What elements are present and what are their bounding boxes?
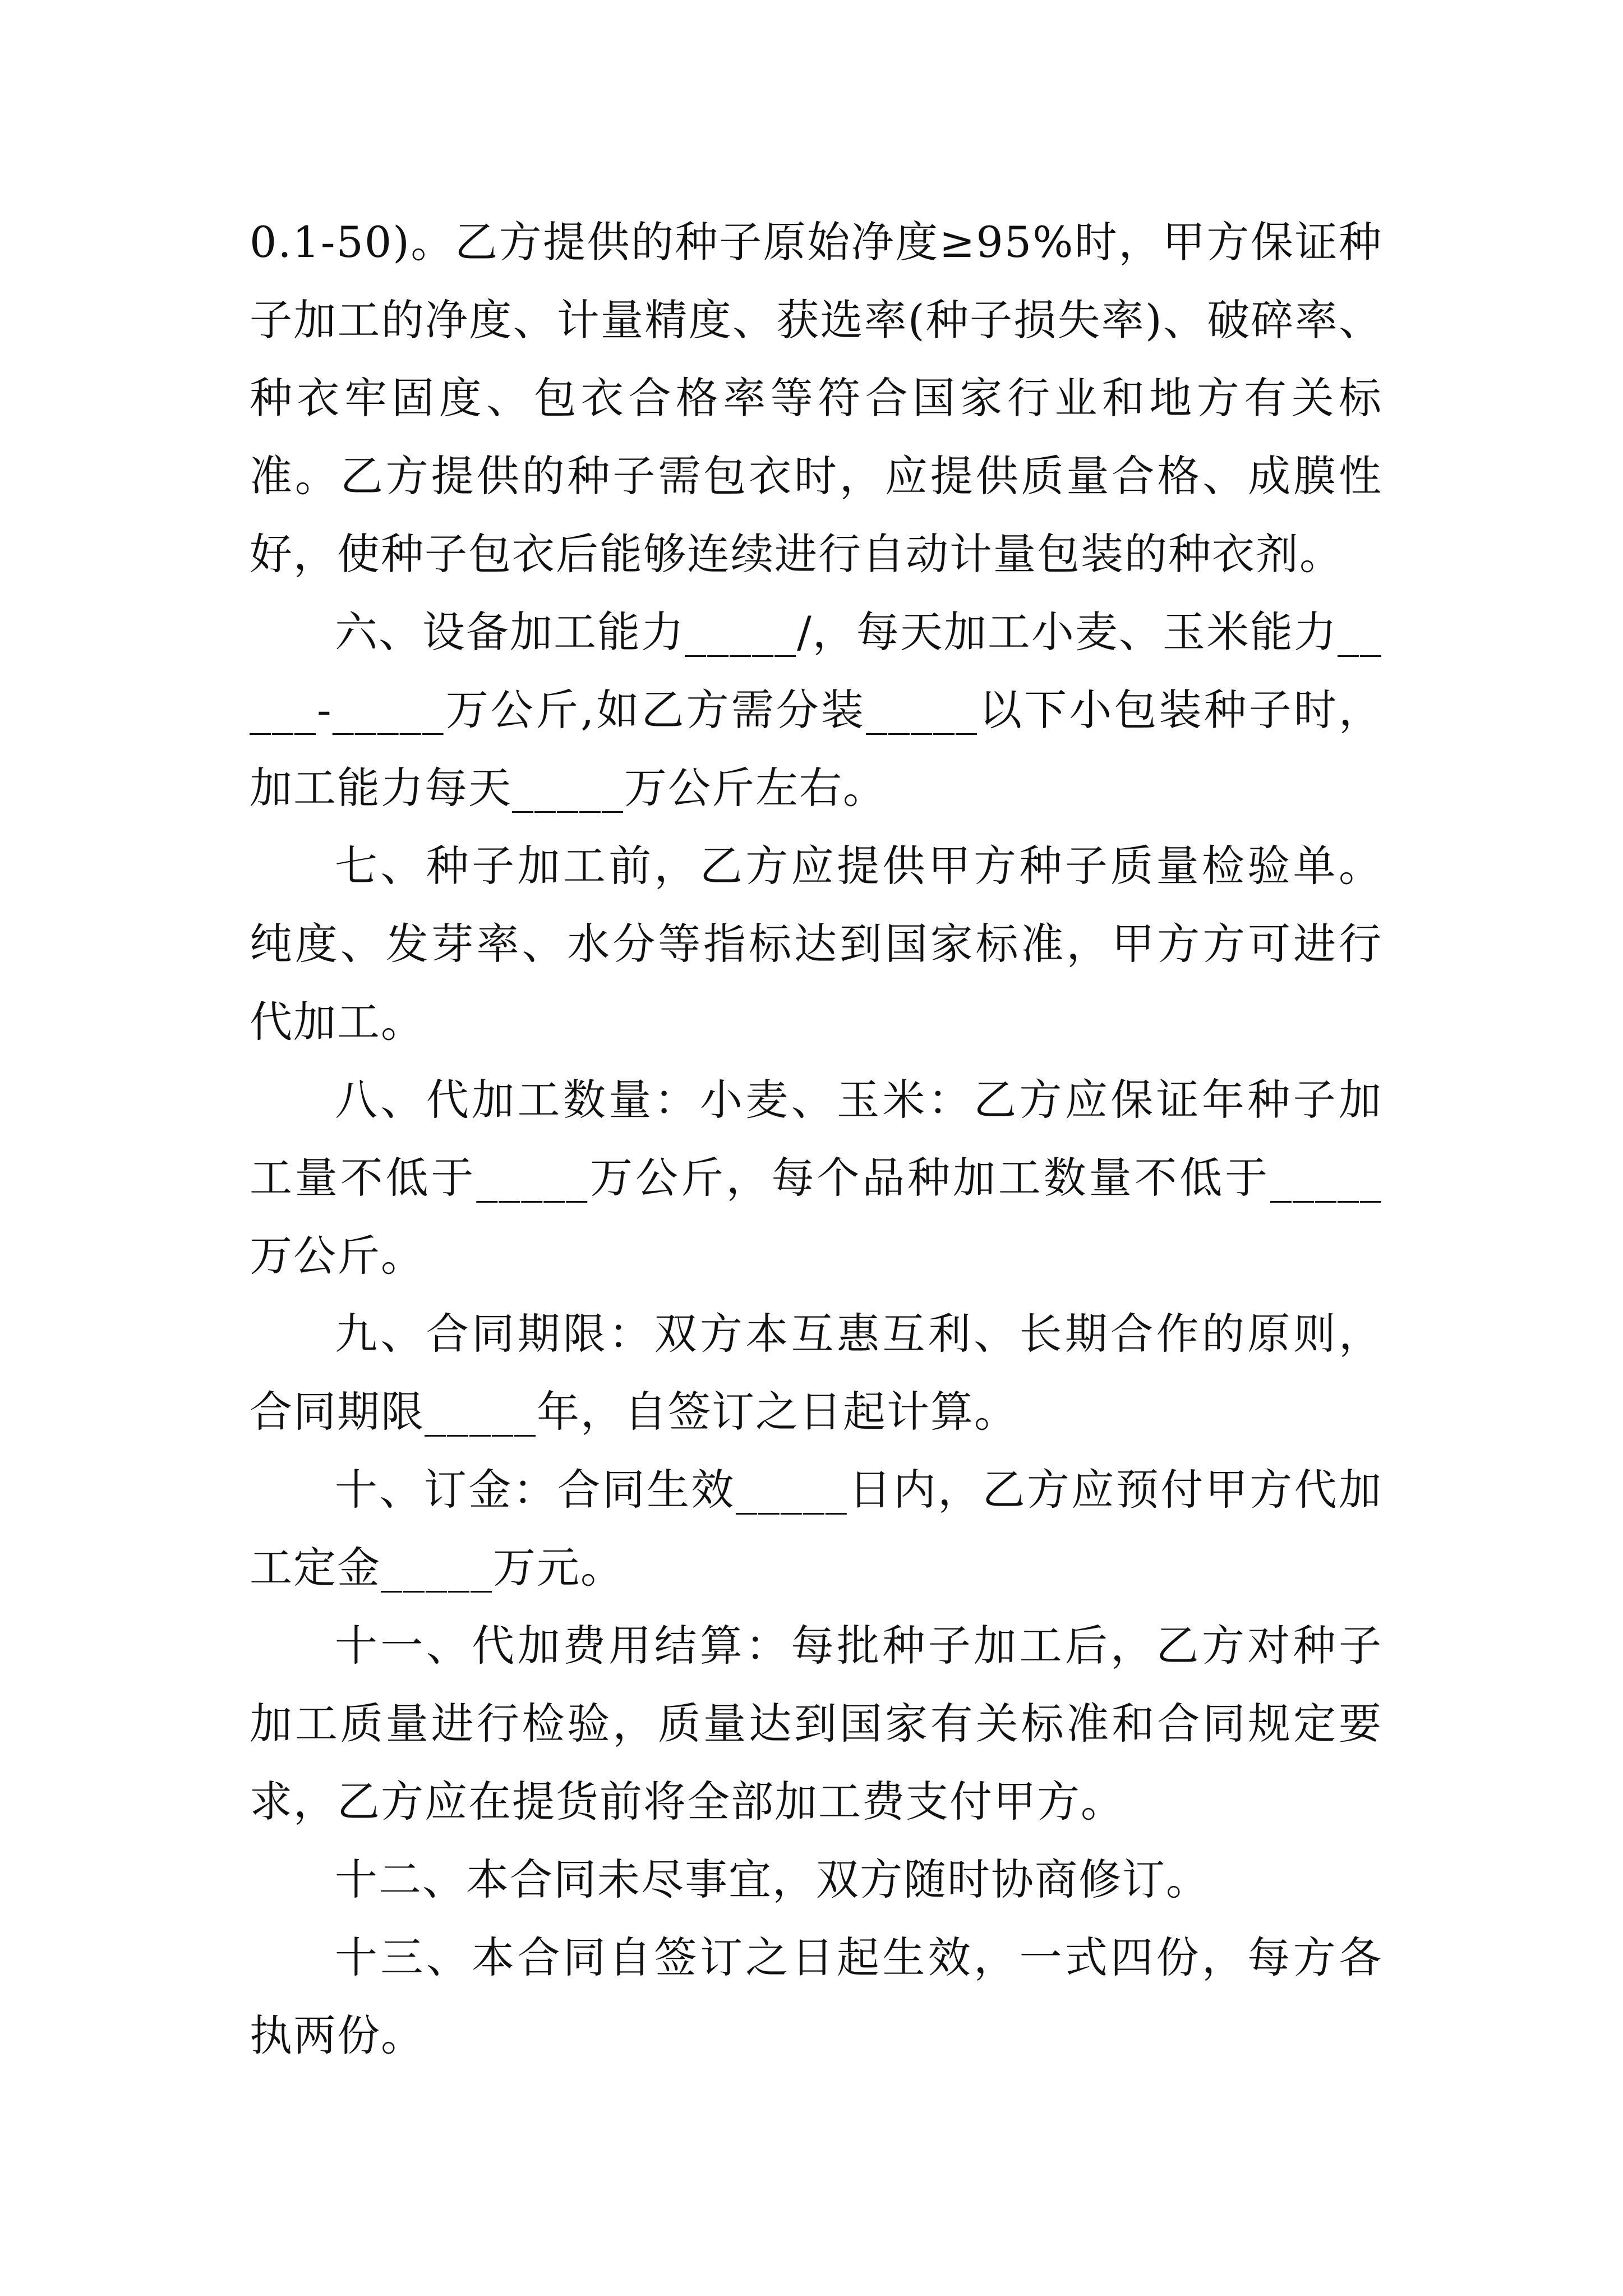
contract-body bbox=[250, 203, 1382, 2074]
paragraph-clause-13: 十三、本合同自签订之日起生效，一式四份，每方各执两份。 bbox=[250, 1932, 1382, 2060]
paragraph-clause-10: 十、订金：合同生效_____日内，乙方应预付甲方代加工定金_____万元。 bbox=[250, 1465, 1382, 1593]
paragraph-clause-9: 九、合同期限：双方本互惠互利、长期合作的原则，合同期限_____年，自签订之日起计算。 bbox=[250, 1309, 1382, 1437]
paragraph-clause-7: 七、种子加工前，乙方应提供甲方种子质量检验单。纯度、发芽率、水分等指标达到国家标准，甲方方可进行代加工。 bbox=[250, 841, 1382, 1047]
paragraph-clause-6: 六、设备加工能力_____/，每天加工小麦、玉米能力_____-_____万公斤,如乙方需分装_____以下小包装种子时，加工能力每天_____万公斤左右。 bbox=[250, 607, 1382, 813]
paragraph-quality-standard: 0.1-50)。乙方提供的种子原始净度≥95%时，甲方保证种子加工的净度、计量精度、获选率(种子损失率)、破碎率、种衣牢固度、包衣合格率等符合国家行业和地方有关标准。乙方提供的种子需包衣时，应提供质量合格、成膜性好，使种子包衣后能够连续进行自动计量包装的种衣剂。 bbox=[250, 217, 1382, 579]
paragraph-clause-12: 十二、本合同未尽事宜，双方随时协商修订。 bbox=[335, 1855, 1210, 1904]
paragraph-clause-11: 十一、代加费用结算：每批种子加工后，乙方对种子加工质量进行检验，质量达到国家有关标准和合同规定要求，乙方应在提货前将全部加工费支付甲方。 bbox=[250, 1621, 1382, 1826]
paragraph-clause-8: 八、代加工数量：小麦、玉米：乙方应保证年种子加工量不低于_____万公斤，每个品种加工数量不低于_____万公斤。 bbox=[250, 1075, 1382, 1281]
